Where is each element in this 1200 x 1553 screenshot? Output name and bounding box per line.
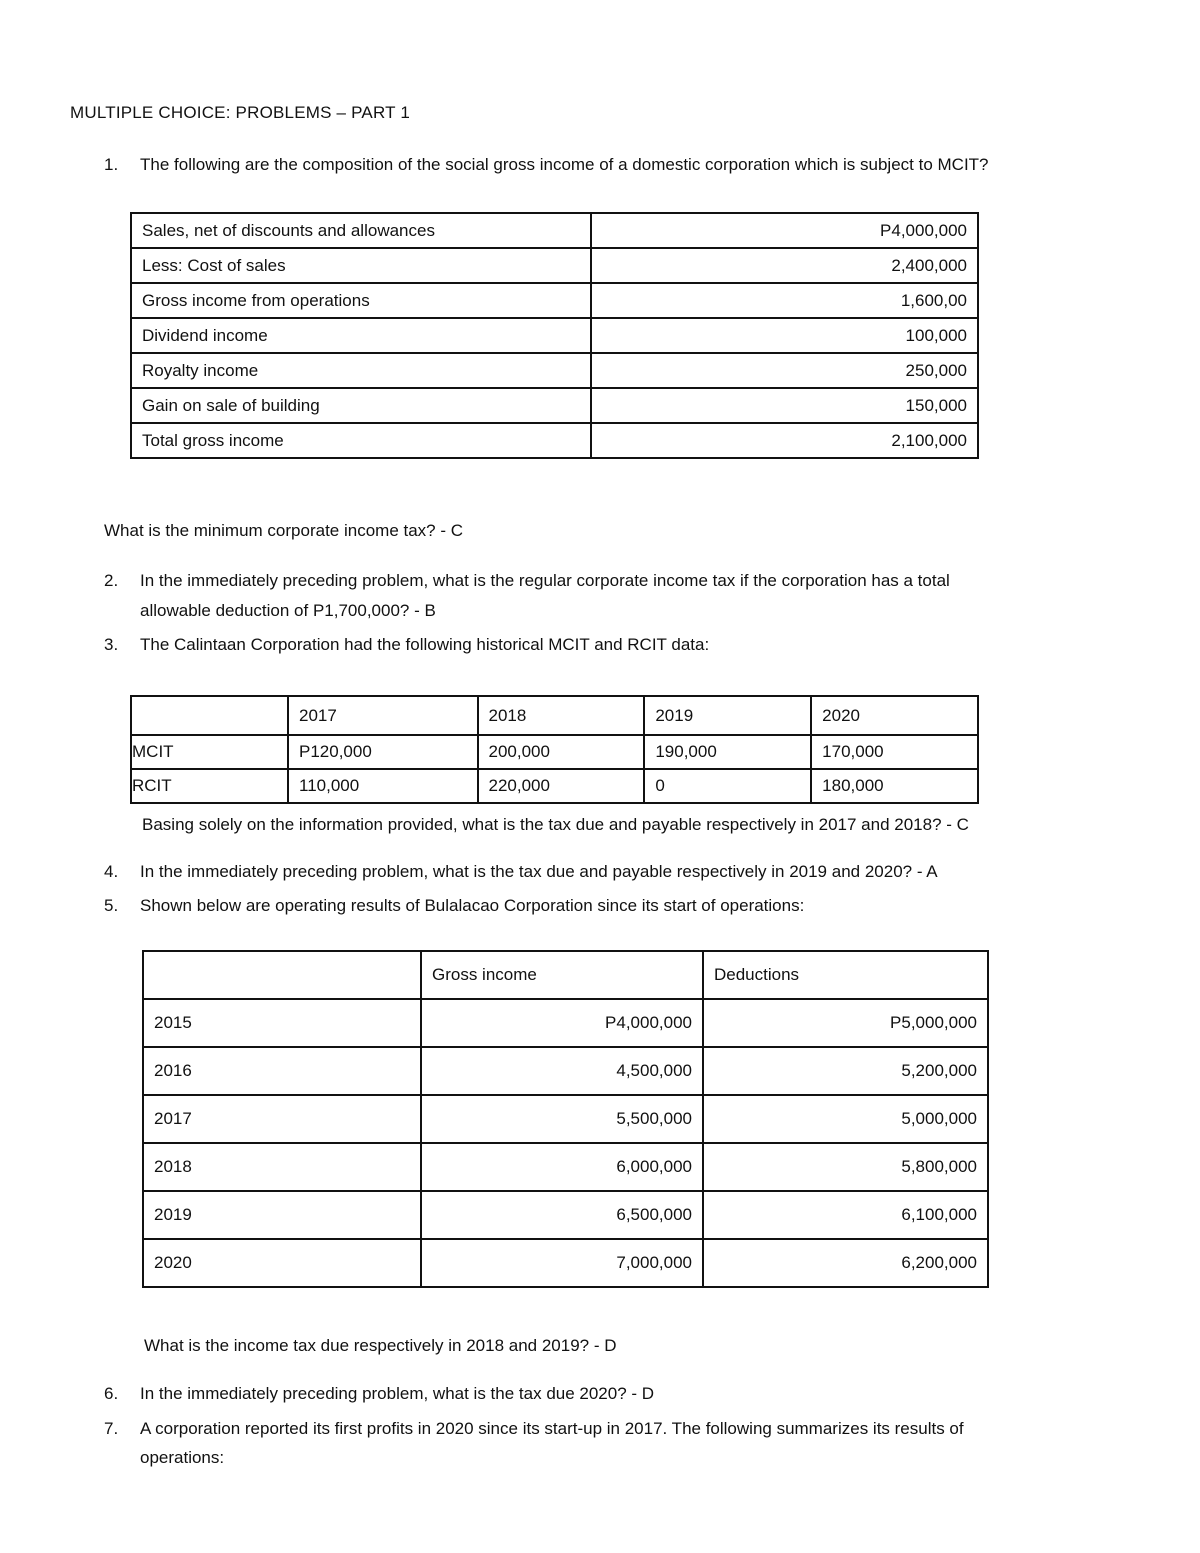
table-cell: 180,000 (811, 769, 978, 803)
table-cell-deductions: 6,100,000 (703, 1191, 988, 1239)
table-cell-gross-income: 7,000,000 (421, 1239, 703, 1287)
table-cell-amount: 100,000 (591, 318, 978, 353)
table-cell-deductions: 5,200,000 (703, 1047, 988, 1095)
table-row (143, 1143, 988, 1191)
table-cell-year: 2016 (143, 1047, 421, 1095)
table-cell-gross-income: 6,500,000 (421, 1191, 703, 1239)
table-header-cell: 2019 (644, 696, 811, 735)
table-cell-amount: 1,600,00 (591, 283, 978, 318)
table-cell: 220,000 (478, 769, 645, 803)
question-5-text: Shown below are operating results of Bulalacao Corporation since its start of operations: (140, 896, 805, 915)
table-row (143, 1047, 988, 1095)
table-cell-year: 2020 (143, 1239, 421, 1287)
question-3-text: The Calintaan Corporation had the following historical MCIT and RCIT data: (140, 635, 710, 654)
table-cell-deductions: 5,800,000 (703, 1143, 988, 1191)
table-cell-gross-income: 5,500,000 (421, 1095, 703, 1143)
question-4-number: 4. (104, 862, 119, 881)
question-5-followup: What is the income tax due respectively in 2018 and 2019? - D (144, 1336, 617, 1355)
table-cell-label: Total gross income (131, 423, 591, 458)
gross-income-table (130, 212, 979, 459)
table-row (131, 423, 978, 458)
table-row (143, 1191, 988, 1239)
table-header-row (143, 951, 988, 999)
table-row (131, 735, 978, 769)
question-6-text: In the immediately preceding problem, what is the tax due 2020? - D (140, 1384, 655, 1403)
table-row (131, 213, 978, 248)
question-1-followup: What is the minimum corporate income tax? - C (104, 521, 464, 540)
table-row (131, 769, 978, 803)
question-5-number: 5. (104, 896, 119, 915)
table-cell: 110,000 (288, 769, 478, 803)
table-cell-year: 2018 (143, 1143, 421, 1191)
question-3-followup: Basing solely on the information provided, what is the tax due and payable respectively in 2017 and 2018? - C (142, 815, 969, 834)
table-cell-label: Gross income from operations (131, 283, 591, 318)
table-row (131, 318, 978, 353)
table-cell-amount: 150,000 (591, 388, 978, 423)
question-3-number: 3. (104, 635, 119, 654)
table-cell-gross-income: P4,000,000 (421, 999, 703, 1047)
table-cell-year: 2015 (143, 999, 421, 1047)
table-header-cell (143, 951, 421, 999)
table-header-cell: 2020 (811, 696, 978, 735)
table-cell-deductions: P5,000,000 (703, 999, 988, 1047)
question-2-text-line1: In the immediately preceding problem, what is the regular corporate income tax if the corporation has a total (140, 571, 950, 590)
table-row (143, 1239, 988, 1287)
question-7-number: 7. (104, 1419, 119, 1438)
table-cell-label: Dividend income (131, 318, 591, 353)
table-row (131, 353, 978, 388)
table-header-cell: Deductions (703, 951, 988, 999)
table-row (143, 999, 988, 1047)
table-cell: RCIT (131, 769, 288, 803)
table-cell-gross-income: 4,500,000 (421, 1047, 703, 1095)
question-7-text-line1: A corporation reported its first profits in 2020 since its start-up in 2017. The following summarizes its results of (140, 1419, 964, 1438)
table-header-cell: Gross income (421, 951, 703, 999)
table-header-row (131, 696, 978, 735)
question-2-text-line2: allowable deduction of P1,700,000? - B (140, 601, 436, 620)
table-cell-amount: P4,000,000 (591, 213, 978, 248)
table-cell-deductions: 5,000,000 (703, 1095, 988, 1143)
table-cell-label: Gain on sale of building (131, 388, 591, 423)
table-row (131, 248, 978, 283)
table-header-cell: 2017 (288, 696, 478, 735)
table-cell: P120,000 (288, 735, 478, 769)
table-cell: 190,000 (644, 735, 811, 769)
table-cell-label: Sales, net of discounts and allowances (131, 213, 591, 248)
table-cell-amount: 2,100,000 (591, 423, 978, 458)
table-cell-amount: 2,400,000 (591, 248, 978, 283)
table-cell: 0 (644, 769, 811, 803)
question-1-text: The following are the composition of the social gross income of a domestic corporation which is subject to MCIT? (140, 155, 989, 174)
table-cell-amount: 250,000 (591, 353, 978, 388)
table-cell-year: 2017 (143, 1095, 421, 1143)
question-1-number: 1. (104, 155, 119, 174)
table-row (143, 1095, 988, 1143)
table-row (131, 283, 978, 318)
table-cell-deductions: 6,200,000 (703, 1239, 988, 1287)
mcit-rcit-table (130, 695, 979, 804)
table-header-cell (131, 696, 288, 735)
question-2-number: 2. (104, 571, 119, 590)
question-4-text: In the immediately preceding problem, what is the tax due and payable respectively in 2019 and 2020? - A (140, 862, 938, 881)
question-7-text-line2: operations: (140, 1448, 225, 1467)
page-heading: MULTIPLE CHOICE: PROBLEMS – PART 1 (70, 103, 410, 122)
operating-results-table (142, 950, 989, 1288)
table-row (131, 388, 978, 423)
table-cell: 170,000 (811, 735, 978, 769)
table-cell-year: 2019 (143, 1191, 421, 1239)
table-cell: 200,000 (478, 735, 645, 769)
table-cell-label: Less: Cost of sales (131, 248, 591, 283)
table-cell-label: Royalty income (131, 353, 591, 388)
question-6-number: 6. (104, 1384, 119, 1403)
table-cell: MCIT (131, 735, 288, 769)
table-header-cell: 2018 (478, 696, 645, 735)
table-cell-gross-income: 6,000,000 (421, 1143, 703, 1191)
